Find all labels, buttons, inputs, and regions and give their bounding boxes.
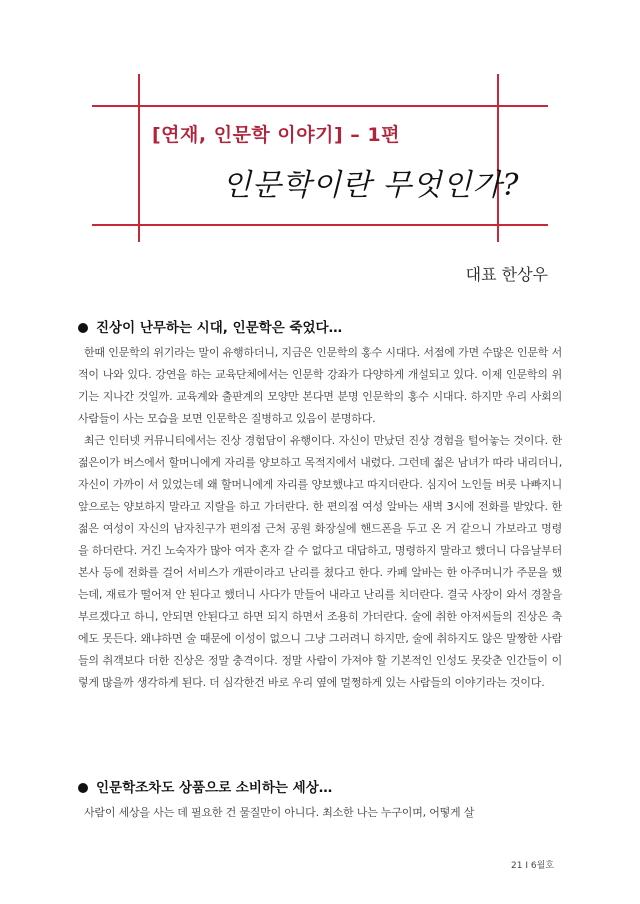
section-heading-text: 인문학조차도 상품으로 소비하는 세상… [96, 780, 333, 796]
frame-line-right [497, 74, 499, 242]
author-line: 대표 한상우 [465, 265, 548, 284]
frame-line-left [138, 74, 140, 242]
frame-line-bottom [92, 224, 548, 226]
section-heading [78, 776, 562, 796]
frame-line-top [92, 105, 548, 107]
section-1 [78, 316, 562, 694]
main-title: 인문학이란 무엇인가? [222, 168, 520, 203]
section-heading-text: 진상이 난무하는 시대, 인문학은 죽었다… [96, 320, 343, 336]
paragraph: 한때 인문학의 위기라는 말이 유행하더니, 지금은 인문학의 홍수 시대다. 서점에 가면 수많은 인문학 서적이 나와 있다. 강연을 하는 교육단체에서는 인문학 강좌가 다양하게 개설되고 있다. 이제 인문학의 위기는 지나간 것일까. 교육계와 출판계의 모양만 본다면 분명 인문학의 홍수 시대다. 하지만 우리 사회의 사람들이 사는 모습을 보면 인문학은 질병하고 있음이 분명하다. [78, 346, 562, 425]
bullet-icon [78, 323, 88, 333]
series-title: [연재, 인문학 이야기] – 1편 [152, 124, 400, 146]
paragraph: 사람이 세상을 사는 데 필요한 건 물질만이 아니다. 최소한 나는 누구이며, 어떻게 살 [84, 806, 475, 819]
section-heading [78, 316, 562, 336]
section-2 [78, 776, 562, 824]
page-footer: 21 I 6월호 [511, 861, 554, 871]
paragraph: 최근 인터넷 커뮤니티에서는 진상 경험담이 유행이다. 자신이 만났던 진상 경험을 털어놓는 것이다. 한 젊은이가 버스에서 할머니에게 자리를 양보하고 목적지에서 내렸다. 그런데 젊은 남녀가 따라 내리더니, 자신이 가까이 서 있었는데 왜 할머니에게 자리를 양보했냐고 따지더란다. 심지어 노인들 버릇 나빠지니 앞으로는 양보하지 말라고 지랄을 하고 가더란다. 한 편의점 여성 알바는 새벽 3시에 전화를 받았다. 한 젊은 여성이 자신의 남자친구가 편의점 근처 공원 화장실에 핸드폰을 두고 온 거 같으니 가보라고 명령을 하더란다. 거긴 노숙자가 많아 여자 혼자 갈 수 없다고 대답하고, 명령하지 말라고 했더니 다음날부터 본사 등에 전화를 걸어 서비스가 개판이라고 난리를 쳤다고 한다. 카페 알바는 한 아주머니가 주문을 했는데, 재료가 떨어져 안 된다고 했더니 사다가 만들어 내라고 난리를 치더란다. 결국 사장이 와서 경찰을 부르겠다고 하니, 안되면 안된다고 하면 되지 하면서 조용히 가더란다. 술에 취한 아저씨들의 진상은 축에도 못든다. 왜냐하면 술 때문에 이성이 없으니 그냥 그러려니 하지만, 술에 취하지도 않은 말짱한 사람들의 취객보다 더한 진상은 정말 충격이다. 정말 사람이 가져야 할 기본적인 인성도 못갖춘 인간들이 이렇게 많을까 생각하게 된다. 더 심각한건 바로 우리 옆에 멀쩡하게 있는 사람들의 이야기라는 것이다. [78, 434, 562, 689]
bullet-icon [78, 783, 88, 793]
